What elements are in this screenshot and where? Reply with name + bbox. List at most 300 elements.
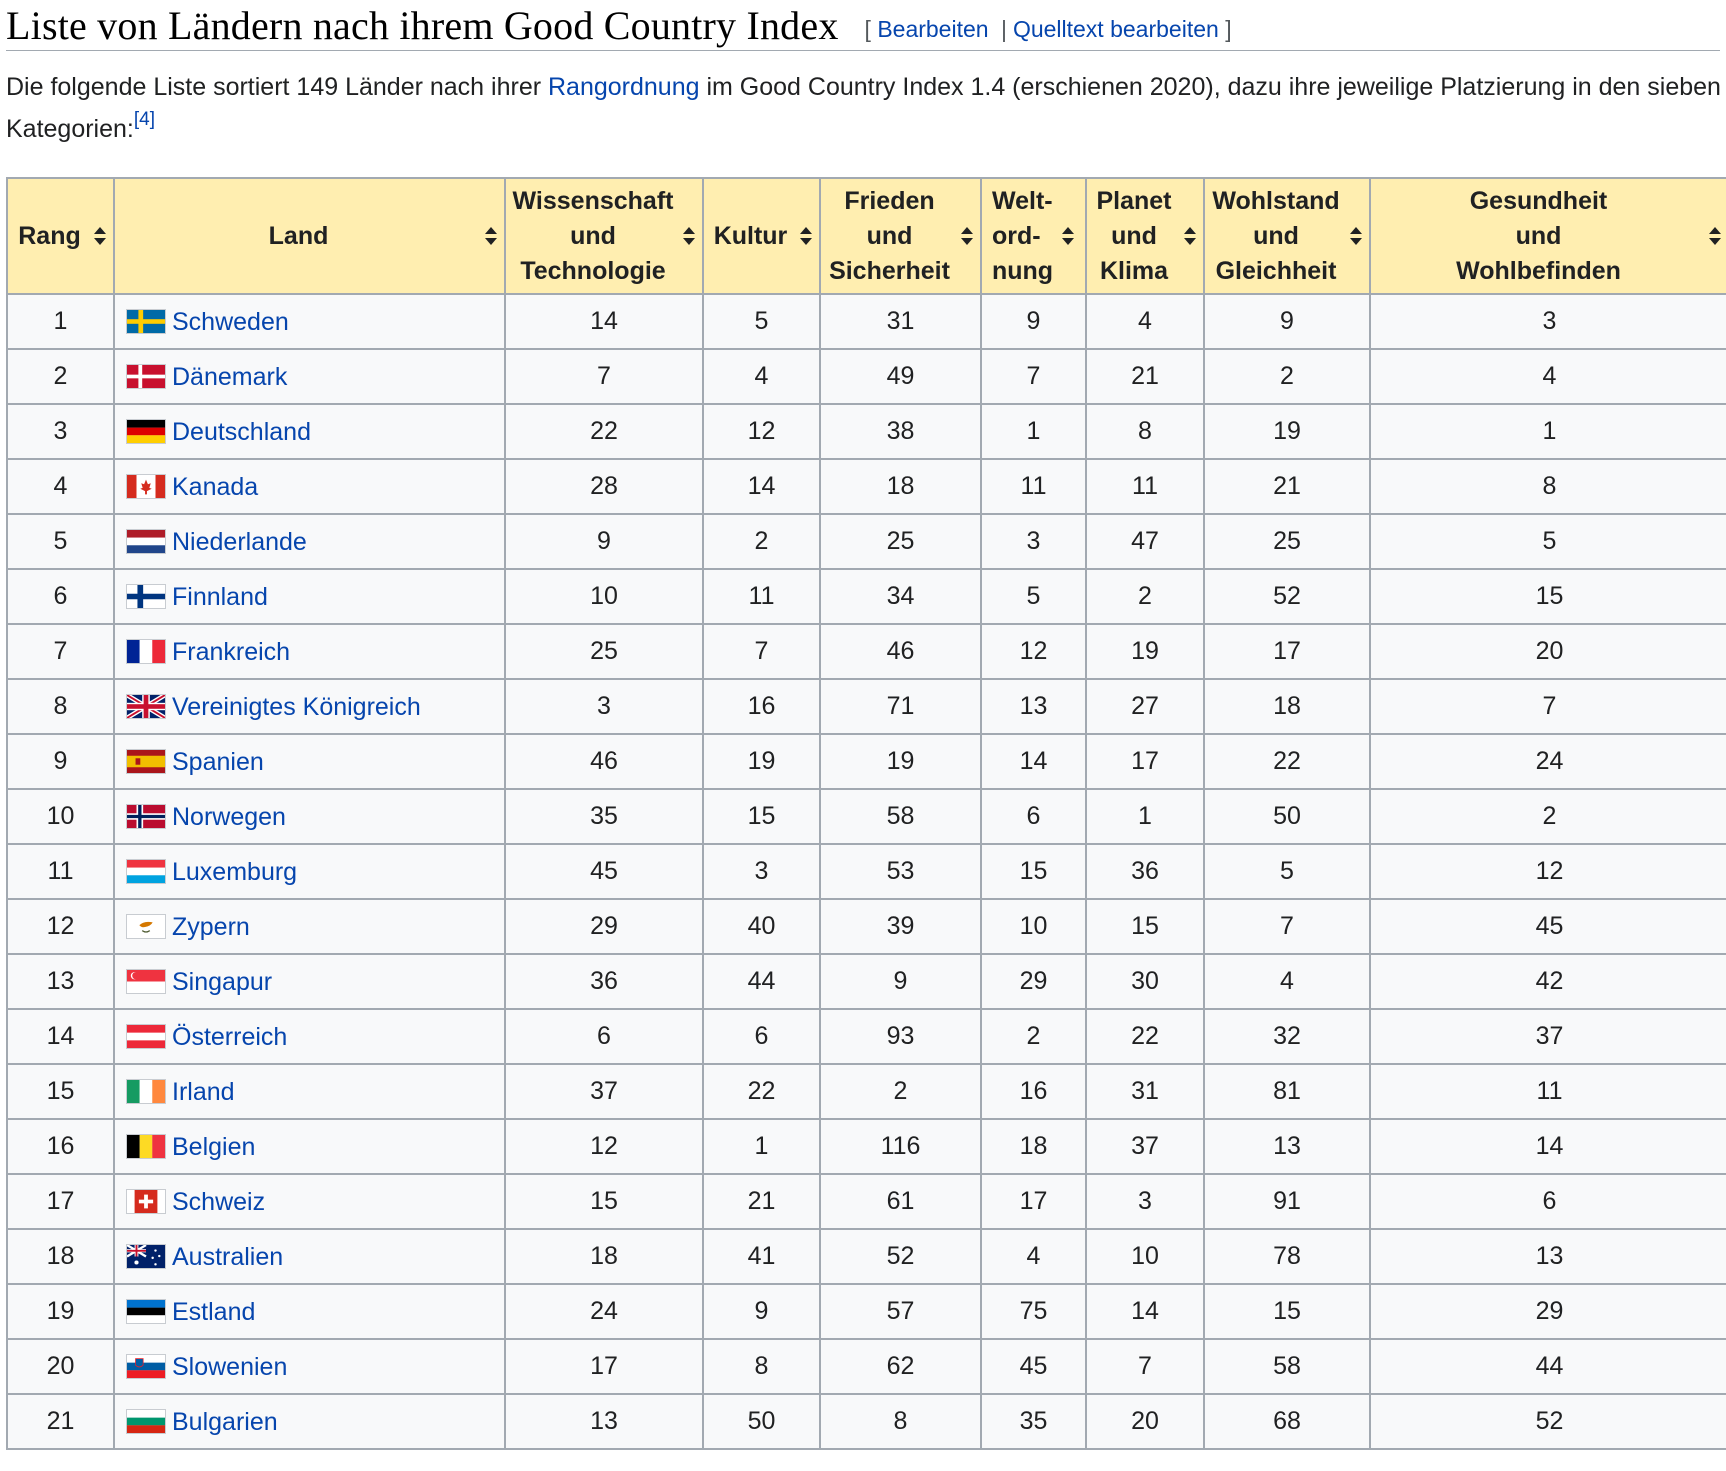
score-cell-planet: 2 bbox=[1086, 569, 1204, 624]
country-link[interactable]: Estland bbox=[172, 1297, 256, 1326]
sort-arrows-icon[interactable] bbox=[960, 226, 974, 246]
score-cell-kultur: 6 bbox=[703, 1009, 820, 1064]
table-row bbox=[7, 404, 1726, 459]
column-header-label bbox=[1211, 184, 1341, 289]
score-cell-gesundheit: 29 bbox=[1370, 1284, 1726, 1339]
score-cell-wohlstand: 25 bbox=[1204, 514, 1370, 569]
score-cell-wohlstand: 32 bbox=[1204, 1009, 1370, 1064]
flag-estonia-icon[interactable] bbox=[126, 1299, 166, 1324]
flag-netherlands-icon[interactable] bbox=[126, 529, 166, 554]
country-link[interactable]: Vereinigtes Königreich bbox=[172, 692, 421, 721]
table-row bbox=[7, 1284, 1726, 1339]
column-header-label bbox=[1377, 184, 1700, 289]
score-cell-planet: 21 bbox=[1086, 349, 1204, 404]
score-cell-wissenschaft: 29 bbox=[505, 899, 703, 954]
country-cell bbox=[114, 1009, 505, 1064]
country-cell bbox=[114, 899, 505, 954]
score-cell-planet: 31 bbox=[1086, 1064, 1204, 1119]
score-cell-frieden: 31 bbox=[820, 294, 981, 349]
rank-cell: 6 bbox=[7, 569, 114, 624]
column-header-wissenschaft[interactable] bbox=[505, 178, 703, 294]
score-cell-wissenschaft: 9 bbox=[505, 514, 703, 569]
country-cell bbox=[114, 569, 505, 624]
edit-separator: | bbox=[1000, 15, 1007, 42]
score-cell-wohlstand: 17 bbox=[1204, 624, 1370, 679]
score-cell-planet: 3 bbox=[1086, 1174, 1204, 1229]
column-header-rang[interactable] bbox=[7, 178, 114, 294]
score-cell-frieden: 52 bbox=[820, 1229, 981, 1284]
score-cell-gesundheit: 24 bbox=[1370, 734, 1726, 789]
score-cell-frieden: 9 bbox=[820, 954, 981, 1009]
score-cell-wohlstand: 81 bbox=[1204, 1064, 1370, 1119]
score-cell-gesundheit: 52 bbox=[1370, 1394, 1726, 1449]
score-cell-weltordnung: 35 bbox=[981, 1394, 1086, 1449]
score-cell-wissenschaft: 14 bbox=[505, 294, 703, 349]
score-cell-wohlstand: 68 bbox=[1204, 1394, 1370, 1449]
score-cell-wohlstand: 21 bbox=[1204, 459, 1370, 514]
country-cell bbox=[114, 844, 505, 899]
score-cell-gesundheit: 12 bbox=[1370, 844, 1726, 899]
table-row bbox=[7, 294, 1726, 349]
rank-cell: 2 bbox=[7, 349, 114, 404]
header-line: und bbox=[1515, 221, 1562, 250]
score-cell-weltordnung: 2 bbox=[981, 1009, 1086, 1064]
country-cell bbox=[114, 1339, 505, 1394]
table-row bbox=[7, 1229, 1726, 1284]
score-cell-gesundheit: 13 bbox=[1370, 1229, 1726, 1284]
country-cell bbox=[114, 679, 505, 734]
score-cell-kultur: 1 bbox=[703, 1119, 820, 1174]
score-cell-weltordnung: 3 bbox=[981, 514, 1086, 569]
score-cell-kultur: 3 bbox=[703, 844, 820, 899]
header-line: Klima bbox=[1099, 256, 1169, 285]
country-cell bbox=[114, 459, 505, 514]
score-cell-wissenschaft: 10 bbox=[505, 569, 703, 624]
score-cell-wohlstand: 18 bbox=[1204, 679, 1370, 734]
score-cell-wissenschaft: 12 bbox=[505, 1119, 703, 1174]
column-header-weltordnung[interactable] bbox=[981, 178, 1086, 294]
score-cell-wohlstand: 91 bbox=[1204, 1174, 1370, 1229]
score-cell-kultur: 50 bbox=[703, 1394, 820, 1449]
flag-germany-icon[interactable] bbox=[126, 419, 166, 444]
edit-section-links bbox=[865, 16, 1232, 43]
table-row bbox=[7, 1119, 1726, 1174]
score-cell-frieden: 8 bbox=[820, 1394, 981, 1449]
edit-bracket-open: [ bbox=[864, 15, 871, 42]
country-link[interactable]: Deutschland bbox=[172, 417, 311, 446]
header-line: Wohlstand bbox=[1212, 186, 1340, 215]
column-header-kultur[interactable] bbox=[703, 178, 820, 294]
section-title: Liste von Ländern nach ihrem Good Country Index bbox=[6, 2, 839, 48]
header-line: nung bbox=[991, 256, 1054, 285]
flag-cyprus-icon[interactable] bbox=[126, 914, 166, 939]
flag-norway-icon[interactable] bbox=[126, 804, 166, 829]
score-cell-kultur: 15 bbox=[703, 789, 820, 844]
score-cell-weltordnung: 6 bbox=[981, 789, 1086, 844]
country-link[interactable]: Frankreich bbox=[172, 637, 291, 666]
table-row bbox=[7, 1064, 1726, 1119]
score-cell-kultur: 9 bbox=[703, 1284, 820, 1339]
column-header-planet[interactable] bbox=[1086, 178, 1204, 294]
country-link[interactable]: Schweden bbox=[172, 307, 289, 336]
score-cell-wissenschaft: 7 bbox=[505, 349, 703, 404]
score-cell-planet: 37 bbox=[1086, 1119, 1204, 1174]
score-cell-wissenschaft: 25 bbox=[505, 624, 703, 679]
country-cell bbox=[114, 514, 505, 569]
sort-arrows-icon[interactable] bbox=[1708, 226, 1722, 246]
reference-superscript bbox=[134, 109, 155, 130]
score-cell-frieden: 46 bbox=[820, 624, 981, 679]
score-cell-wohlstand: 22 bbox=[1204, 734, 1370, 789]
rank-cell: 16 bbox=[7, 1119, 114, 1174]
score-cell-wissenschaft: 13 bbox=[505, 1394, 703, 1449]
table-row bbox=[7, 1174, 1726, 1229]
score-cell-wohlstand: 50 bbox=[1204, 789, 1370, 844]
rangordnung-link[interactable]: Rangordnung bbox=[548, 73, 700, 101]
score-cell-wissenschaft: 37 bbox=[505, 1064, 703, 1119]
header-line: Wohlbefinden bbox=[1456, 256, 1621, 285]
score-cell-planet: 22 bbox=[1086, 1009, 1204, 1064]
header-line: Planet bbox=[1096, 186, 1172, 215]
score-cell-wissenschaft: 24 bbox=[505, 1284, 703, 1339]
score-cell-wohlstand: 58 bbox=[1204, 1339, 1370, 1394]
country-link[interactable]: Bulgarien bbox=[172, 1407, 278, 1436]
rank-cell: 10 bbox=[7, 789, 114, 844]
table-row bbox=[7, 1009, 1726, 1064]
score-cell-planet: 19 bbox=[1086, 624, 1204, 679]
rank-cell: 19 bbox=[7, 1284, 114, 1339]
country-link[interactable]: Luxemburg bbox=[172, 857, 298, 886]
section-heading bbox=[6, 0, 1720, 51]
country-cell bbox=[114, 954, 505, 1009]
score-cell-wissenschaft: 18 bbox=[505, 1229, 703, 1284]
table-row bbox=[7, 514, 1726, 569]
table-row bbox=[7, 624, 1726, 679]
score-cell-gesundheit: 8 bbox=[1370, 459, 1726, 514]
score-cell-gesundheit: 5 bbox=[1370, 514, 1726, 569]
score-cell-planet: 11 bbox=[1086, 459, 1204, 514]
score-cell-gesundheit: 11 bbox=[1370, 1064, 1726, 1119]
column-header-label bbox=[1093, 184, 1175, 289]
edit-bracket-close: ] bbox=[1225, 15, 1232, 42]
score-cell-wissenschaft: 3 bbox=[505, 679, 703, 734]
rank-cell: 12 bbox=[7, 899, 114, 954]
table-row bbox=[7, 789, 1726, 844]
column-header-label bbox=[992, 184, 1053, 289]
country-link[interactable]: Australien bbox=[172, 1242, 284, 1271]
score-cell-gesundheit: 3 bbox=[1370, 294, 1726, 349]
country-cell bbox=[114, 1229, 505, 1284]
score-cell-wissenschaft: 45 bbox=[505, 844, 703, 899]
intro-text-after: im Good Country Index 1.4 (erschienen 2020), dazu ihre jeweilige Platzierung in den sieben Kategorien: bbox=[6, 73, 1721, 143]
score-cell-kultur: 41 bbox=[703, 1229, 820, 1284]
column-header-land[interactable] bbox=[114, 178, 505, 294]
score-cell-planet: 27 bbox=[1086, 679, 1204, 734]
score-cell-planet: 4 bbox=[1086, 294, 1204, 349]
score-cell-gesundheit: 37 bbox=[1370, 1009, 1726, 1064]
score-cell-weltordnung: 15 bbox=[981, 844, 1086, 899]
score-cell-kultur: 16 bbox=[703, 679, 820, 734]
header-line: und bbox=[570, 221, 616, 250]
flag-finland-icon[interactable] bbox=[126, 584, 166, 609]
table-row bbox=[7, 1339, 1726, 1394]
score-cell-weltordnung: 12 bbox=[981, 624, 1086, 679]
score-cell-kultur: 44 bbox=[703, 954, 820, 1009]
score-cell-planet: 17 bbox=[1086, 734, 1204, 789]
score-cell-weltordnung: 18 bbox=[981, 1119, 1086, 1174]
score-cell-kultur: 21 bbox=[703, 1174, 820, 1229]
score-cell-wohlstand: 13 bbox=[1204, 1119, 1370, 1174]
rank-cell: 18 bbox=[7, 1229, 114, 1284]
column-header-gesundheit[interactable] bbox=[1370, 178, 1726, 294]
rank-cell: 3 bbox=[7, 404, 114, 459]
header-line: ord- bbox=[991, 221, 1041, 250]
score-cell-kultur: 12 bbox=[703, 404, 820, 459]
score-cell-wohlstand: 7 bbox=[1204, 899, 1370, 954]
score-cell-weltordnung: 13 bbox=[981, 679, 1086, 734]
column-header-label bbox=[710, 219, 791, 254]
score-cell-gesundheit: 42 bbox=[1370, 954, 1726, 1009]
flag-australia-icon[interactable] bbox=[126, 1244, 166, 1269]
score-cell-kultur: 14 bbox=[703, 459, 820, 514]
score-cell-gesundheit: 6 bbox=[1370, 1174, 1726, 1229]
score-cell-gesundheit: 15 bbox=[1370, 569, 1726, 624]
country-link[interactable]: Österreich bbox=[172, 1022, 288, 1051]
score-cell-frieden: 71 bbox=[820, 679, 981, 734]
rank-cell: 5 bbox=[7, 514, 114, 569]
table-row bbox=[7, 954, 1726, 1009]
column-header-label bbox=[14, 219, 85, 254]
score-cell-frieden: 49 bbox=[820, 349, 981, 404]
score-cell-wissenschaft: 28 bbox=[505, 459, 703, 514]
score-cell-wohlstand: 78 bbox=[1204, 1229, 1370, 1284]
score-cell-wissenschaft: 46 bbox=[505, 734, 703, 789]
column-header-label bbox=[827, 184, 952, 289]
score-cell-gesundheit: 44 bbox=[1370, 1339, 1726, 1394]
table-row bbox=[7, 569, 1726, 624]
flag-luxembourg-icon[interactable] bbox=[126, 859, 166, 884]
country-cell bbox=[114, 294, 505, 349]
score-cell-frieden: 53 bbox=[820, 844, 981, 899]
score-cell-weltordnung: 11 bbox=[981, 459, 1086, 514]
score-cell-weltordnung: 7 bbox=[981, 349, 1086, 404]
country-link[interactable]: Norwegen bbox=[172, 802, 286, 831]
score-cell-gesundheit: 7 bbox=[1370, 679, 1726, 734]
flag-ireland-icon[interactable] bbox=[126, 1079, 166, 1104]
reference-link[interactable]: [4] bbox=[133, 109, 155, 130]
score-cell-wohlstand: 19 bbox=[1204, 404, 1370, 459]
rank-cell: 4 bbox=[7, 459, 114, 514]
flag-france-icon[interactable] bbox=[126, 639, 166, 664]
score-cell-frieden: 116 bbox=[820, 1119, 981, 1174]
header-line: Gesundheit bbox=[1469, 186, 1608, 215]
score-cell-frieden: 38 bbox=[820, 404, 981, 459]
country-link[interactable]: Zypern bbox=[172, 912, 250, 941]
country-link[interactable]: Spanien bbox=[172, 747, 264, 776]
rank-cell: 15 bbox=[7, 1064, 114, 1119]
rank-cell: 13 bbox=[7, 954, 114, 1009]
flag-united-kingdom-icon[interactable] bbox=[126, 694, 166, 719]
country-cell bbox=[114, 1064, 505, 1119]
score-cell-wohlstand: 5 bbox=[1204, 844, 1370, 899]
score-cell-wissenschaft: 15 bbox=[505, 1174, 703, 1229]
score-cell-gesundheit: 14 bbox=[1370, 1119, 1726, 1174]
rank-cell: 11 bbox=[7, 844, 114, 899]
edit-source-link[interactable]: Quelltext bearbeiten bbox=[1012, 15, 1219, 42]
country-cell bbox=[114, 1119, 505, 1174]
flag-switzerland-icon[interactable] bbox=[126, 1189, 166, 1214]
country-link[interactable]: Schweiz bbox=[172, 1187, 266, 1216]
sort-arrows-icon[interactable] bbox=[93, 226, 107, 246]
score-cell-weltordnung: 75 bbox=[981, 1284, 1086, 1339]
score-cell-kultur: 19 bbox=[703, 734, 820, 789]
score-cell-gesundheit: 2 bbox=[1370, 789, 1726, 844]
header-line: Welt- bbox=[991, 186, 1053, 215]
country-cell bbox=[114, 404, 505, 459]
country-link[interactable]: Irland bbox=[172, 1077, 235, 1106]
sort-arrows-icon[interactable] bbox=[1183, 226, 1197, 246]
score-cell-wohlstand: 4 bbox=[1204, 954, 1370, 1009]
header-line: Technologie bbox=[520, 256, 666, 285]
score-cell-weltordnung: 17 bbox=[981, 1174, 1086, 1229]
score-cell-kultur: 5 bbox=[703, 294, 820, 349]
country-cell bbox=[114, 1394, 505, 1449]
score-cell-weltordnung: 45 bbox=[981, 1339, 1086, 1394]
score-cell-planet: 1 bbox=[1086, 789, 1204, 844]
score-cell-planet: 15 bbox=[1086, 899, 1204, 954]
score-cell-wohlstand: 15 bbox=[1204, 1284, 1370, 1339]
rank-cell: 21 bbox=[7, 1394, 114, 1449]
score-cell-kultur: 7 bbox=[703, 624, 820, 679]
sort-arrows-icon[interactable] bbox=[1349, 226, 1363, 246]
score-cell-weltordnung: 9 bbox=[981, 294, 1086, 349]
flag-bulgaria-icon[interactable] bbox=[126, 1409, 166, 1434]
score-cell-wohlstand: 52 bbox=[1204, 569, 1370, 624]
score-cell-wissenschaft: 17 bbox=[505, 1339, 703, 1394]
score-cell-kultur: 22 bbox=[703, 1064, 820, 1119]
table-row bbox=[7, 679, 1726, 734]
score-cell-frieden: 2 bbox=[820, 1064, 981, 1119]
score-cell-planet: 30 bbox=[1086, 954, 1204, 1009]
sort-arrows-icon[interactable] bbox=[682, 226, 696, 246]
rank-cell: 14 bbox=[7, 1009, 114, 1064]
score-cell-frieden: 61 bbox=[820, 1174, 981, 1229]
score-cell-planet: 20 bbox=[1086, 1394, 1204, 1449]
intro-paragraph bbox=[6, 66, 1722, 150]
edit-link[interactable]: Bearbeiten bbox=[877, 15, 989, 42]
column-header-label bbox=[121, 219, 476, 254]
header-line: Wissenschaft bbox=[512, 186, 674, 215]
header-line: und bbox=[1253, 221, 1299, 250]
table-row bbox=[7, 734, 1726, 789]
score-cell-kultur: 8 bbox=[703, 1339, 820, 1394]
rank-cell: 1 bbox=[7, 294, 114, 349]
score-cell-planet: 14 bbox=[1086, 1284, 1204, 1339]
score-cell-frieden: 18 bbox=[820, 459, 981, 514]
score-cell-gesundheit: 45 bbox=[1370, 899, 1726, 954]
column-header-wohlstand[interactable] bbox=[1204, 178, 1370, 294]
flag-austria-icon[interactable] bbox=[126, 1024, 166, 1049]
country-link[interactable]: Finnland bbox=[172, 582, 268, 611]
country-link[interactable]: Slowenien bbox=[172, 1352, 288, 1381]
score-cell-planet: 7 bbox=[1086, 1339, 1204, 1394]
flag-spain-icon[interactable] bbox=[126, 749, 166, 774]
score-cell-weltordnung: 5 bbox=[981, 569, 1086, 624]
table-row bbox=[7, 899, 1726, 954]
table-row bbox=[7, 349, 1726, 404]
flag-slovenia-icon[interactable] bbox=[126, 1354, 166, 1379]
header-line: Land bbox=[268, 221, 329, 250]
score-cell-frieden: 34 bbox=[820, 569, 981, 624]
header-line: Frieden bbox=[844, 186, 935, 215]
flag-belgium-icon[interactable] bbox=[126, 1134, 166, 1159]
header-line: und bbox=[1111, 221, 1157, 250]
score-cell-wohlstand: 9 bbox=[1204, 294, 1370, 349]
rank-cell: 8 bbox=[7, 679, 114, 734]
score-cell-planet: 8 bbox=[1086, 404, 1204, 459]
score-cell-frieden: 25 bbox=[820, 514, 981, 569]
rank-cell: 9 bbox=[7, 734, 114, 789]
country-link[interactable]: Kanada bbox=[172, 472, 259, 501]
score-cell-kultur: 11 bbox=[703, 569, 820, 624]
header-line: Sicherheit bbox=[829, 256, 950, 285]
score-cell-gesundheit: 4 bbox=[1370, 349, 1726, 404]
score-cell-gesundheit: 1 bbox=[1370, 404, 1726, 459]
country-cell bbox=[114, 789, 505, 844]
score-cell-wissenschaft: 22 bbox=[505, 404, 703, 459]
flag-denmark-icon[interactable] bbox=[126, 364, 166, 389]
flag-singapore-icon[interactable] bbox=[126, 969, 166, 994]
country-link[interactable]: Singapur bbox=[172, 967, 273, 996]
sort-arrows-icon[interactable] bbox=[484, 226, 498, 246]
score-cell-weltordnung: 1 bbox=[981, 404, 1086, 459]
score-cell-wissenschaft: 36 bbox=[505, 954, 703, 1009]
flag-sweden-icon[interactable] bbox=[126, 309, 166, 334]
good-country-index-table bbox=[6, 177, 1726, 1450]
score-cell-frieden: 19 bbox=[820, 734, 981, 789]
country-cell bbox=[114, 349, 505, 404]
rank-cell: 7 bbox=[7, 624, 114, 679]
header-line: Kultur bbox=[713, 221, 788, 250]
score-cell-weltordnung: 4 bbox=[981, 1229, 1086, 1284]
score-cell-frieden: 58 bbox=[820, 789, 981, 844]
score-cell-wissenschaft: 6 bbox=[505, 1009, 703, 1064]
score-cell-gesundheit: 20 bbox=[1370, 624, 1726, 679]
sort-arrows-icon[interactable] bbox=[1061, 226, 1075, 246]
country-link[interactable]: Belgien bbox=[172, 1132, 256, 1161]
score-cell-kultur: 2 bbox=[703, 514, 820, 569]
score-cell-planet: 47 bbox=[1086, 514, 1204, 569]
flag-canada-icon[interactable] bbox=[126, 474, 166, 499]
country-link[interactable]: Dänemark bbox=[172, 362, 288, 391]
score-cell-planet: 36 bbox=[1086, 844, 1204, 899]
header-line: Rang bbox=[18, 221, 81, 250]
header-line: und bbox=[866, 221, 913, 250]
score-cell-weltordnung: 16 bbox=[981, 1064, 1086, 1119]
country-cell bbox=[114, 1174, 505, 1229]
column-header-frieden[interactable] bbox=[820, 178, 981, 294]
score-cell-frieden: 93 bbox=[820, 1009, 981, 1064]
country-cell bbox=[114, 1284, 505, 1339]
column-header-label bbox=[512, 184, 674, 289]
score-cell-wohlstand: 2 bbox=[1204, 349, 1370, 404]
sort-arrows-icon[interactable] bbox=[799, 226, 813, 246]
table-row bbox=[7, 1394, 1726, 1449]
score-cell-weltordnung: 14 bbox=[981, 734, 1086, 789]
score-cell-kultur: 40 bbox=[703, 899, 820, 954]
table-body bbox=[7, 294, 1726, 1449]
country-link[interactable]: Niederlande bbox=[172, 527, 307, 556]
